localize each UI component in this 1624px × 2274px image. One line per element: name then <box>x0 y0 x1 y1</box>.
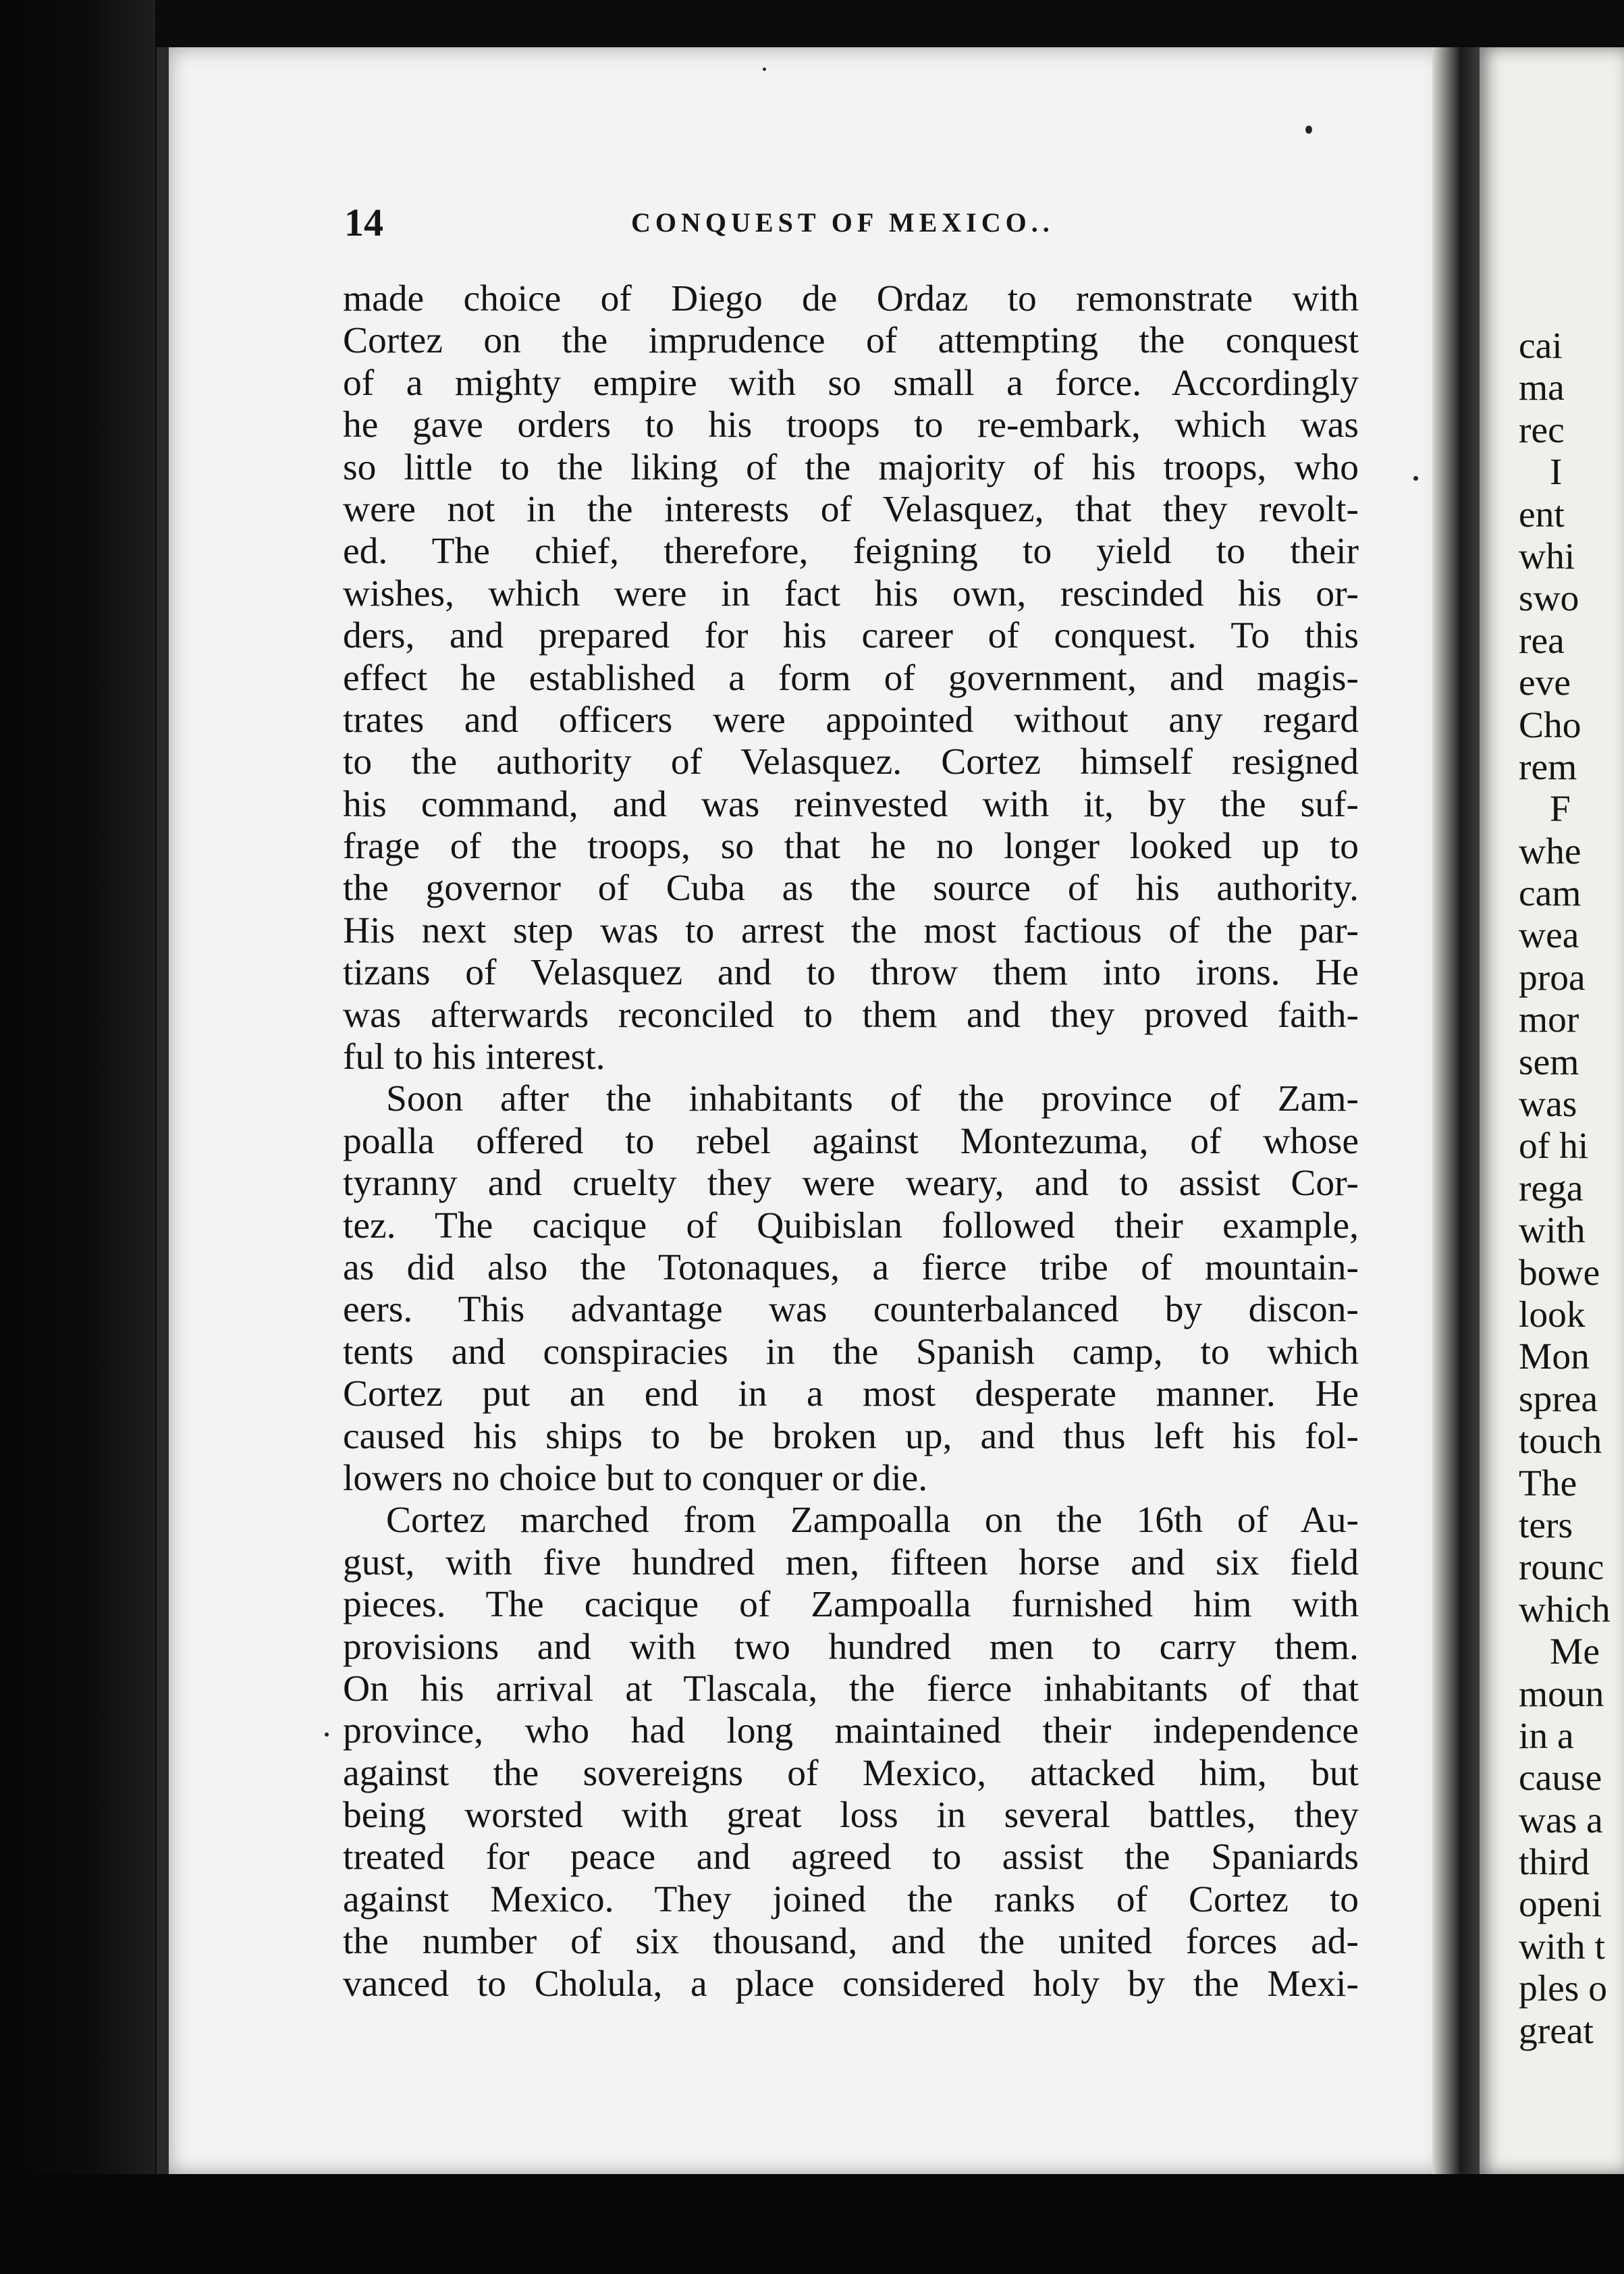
text-line: caused his ships to be broken up, and thus left his fol- <box>343 1415 1359 1457</box>
page-number: 14 <box>344 201 383 244</box>
facing-text-line: ent <box>1519 494 1565 535</box>
text-line: Cortez on the imprudence of attempting the conquest <box>343 320 1359 362</box>
text-line: made choice of Diego de Ordaz to remonstrate with <box>343 278 1359 319</box>
facing-text-line: eve <box>1519 662 1571 704</box>
facing-text-line: proa <box>1519 957 1586 999</box>
ink-speck <box>1305 126 1312 134</box>
facing-text-line: was <box>1519 1084 1577 1126</box>
facing-text-line: Mon <box>1519 1336 1590 1378</box>
text-line: Soon after the inhabitants of the province of Zam- <box>386 1078 1359 1120</box>
scan-bottom-edge <box>0 2174 1624 2274</box>
facing-text-line: touch <box>1519 1421 1602 1462</box>
facing-text-line: whe <box>1519 830 1581 872</box>
facing-text-line: rec <box>1519 409 1565 451</box>
facing-text-line: openi <box>1519 1884 1602 1926</box>
facing-text-line: was a <box>1519 1799 1603 1841</box>
facing-text-line: sem <box>1519 1041 1579 1083</box>
text-line: eers. This advantage was counterbalanced by discon- <box>343 1289 1359 1331</box>
facing-text-line: third <box>1519 1842 1590 1884</box>
text-line: wishes, which were in fact his own, rescinded his or- <box>343 573 1359 614</box>
text-line: the number of six thousand, and the united forces ad- <box>343 1921 1359 1963</box>
text-line: were not in the interests of Velasquez, that they revolt- <box>343 488 1359 530</box>
text-line: trates and officers were appointed without any regard <box>343 699 1359 741</box>
page-body <box>343 278 1359 2005</box>
facing-text-line: with <box>1519 1210 1586 1252</box>
text-line: treated for peace and agreed to assist the Spaniards <box>343 1836 1359 1878</box>
text-line: being worsted with great loss in several battles, they <box>343 1795 1359 1836</box>
facing-text-line: look <box>1519 1294 1586 1336</box>
text-line: effect he established a form of government, and magis- <box>343 657 1359 699</box>
facing-text-line: which <box>1519 1589 1611 1631</box>
facing-text-line: ples o <box>1519 1968 1608 2010</box>
facing-text-line: sprea <box>1519 1378 1598 1420</box>
facing-page <box>1480 47 1624 2174</box>
facing-text-line: rounc <box>1519 1547 1604 1589</box>
text-line: pieces. The cacique of Zampoalla furnished him with <box>343 1584 1359 1626</box>
ink-speck <box>325 1733 329 1737</box>
text-line: frage of the troops, so that he no longer looked up to <box>343 826 1359 868</box>
facing-text-line: swo <box>1519 578 1579 620</box>
facing-text-line: cai <box>1519 325 1563 367</box>
book-gutter <box>1432 47 1480 2174</box>
text-line: Cortez marched from Zampoalla on the 16th of Au- <box>386 1500 1359 1541</box>
facing-text-line: with t <box>1519 1926 1605 1967</box>
facing-text-line: cause <box>1519 1757 1602 1799</box>
text-line: he gave orders to his troops to re-embark, which was <box>343 404 1359 446</box>
facing-text-line: mor <box>1519 999 1579 1041</box>
facing-text-line: in a <box>1519 1715 1574 1757</box>
facing-text-line: great <box>1519 2010 1594 2052</box>
text-line: tyranny and cruelty they were weary, and to assist Cor- <box>343 1163 1359 1205</box>
facing-text-line: moun <box>1519 1673 1604 1715</box>
text-line: His next step was to arrest the most factious of the par- <box>343 909 1359 951</box>
text-line: lowers no choice but to conquer or die. <box>343 1457 928 1499</box>
facing-text-line: ma <box>1519 367 1565 409</box>
facing-text-line: F <box>1550 789 1571 830</box>
facing-text-line: cam <box>1519 873 1581 915</box>
text-line: to the authority of Velasquez. Cortez himself resigned <box>343 741 1359 783</box>
text-line: Cortez put an end in a most desperate manner. He <box>343 1373 1359 1415</box>
text-line: ed. The chief, therefore, feigning to yield to their <box>343 531 1359 573</box>
text-line: vanced to Cholula, a place considered holy by the Mexi- <box>343 1963 1359 2005</box>
facing-text-line: ters <box>1519 1504 1573 1546</box>
text-line: tizans of Velasquez and to throw them into irons. He <box>343 952 1359 994</box>
text-line: tents and conspiracies in the Spanish camp, to which <box>343 1331 1359 1373</box>
facing-text-line: whi <box>1519 535 1575 577</box>
text-line: On his arrival at Tlascala, the fierce inhabitants of that <box>343 1668 1359 1710</box>
ink-speck <box>763 68 766 71</box>
text-line: his command, and was reinvested with it, by the suf- <box>343 783 1359 825</box>
text-line: the governor of Cuba as the source of his authority. <box>343 868 1359 909</box>
text-line: so little to the liking of the majority of his troops, who <box>343 446 1359 488</box>
facing-text-line: bowe <box>1519 1252 1600 1294</box>
text-line: poalla offered to rebel against Montezuma, of whose <box>343 1120 1359 1162</box>
text-line: against the sovereigns of Mexico, attacked him, but <box>343 1752 1359 1794</box>
text-line: provisions and with two hundred men to carry them. <box>343 1626 1359 1668</box>
facing-text-line: rea <box>1519 620 1565 662</box>
text-line: gust, with five hundred men, fifteen horse and six field <box>343 1541 1359 1583</box>
facing-text-line: rega <box>1519 1167 1584 1209</box>
facing-page-text <box>1519 325 1624 2053</box>
facing-text-line: of hi <box>1519 1126 1589 1167</box>
facing-text-line: rem <box>1519 746 1577 788</box>
running-head <box>344 196 1357 250</box>
facing-text-line: Me <box>1550 1631 1600 1673</box>
text-line: province, who had long maintained their independence <box>343 1710 1359 1752</box>
text-line: as did also the Totonaques, a fierce tribe of mountain- <box>343 1246 1359 1288</box>
facing-text-line: I <box>1550 452 1563 494</box>
text-line: ders, and prepared for his career of conquest. To this <box>343 615 1359 657</box>
text-line: against Mexico. They joined the ranks of Cortez to <box>343 1878 1359 1920</box>
text-line: ful to his interest. <box>343 1036 605 1078</box>
text-line: of a mighty empire with so small a force. Accordingly <box>343 362 1359 404</box>
text-line: was afterwards reconciled to them and they proved faith- <box>343 994 1359 1036</box>
facing-text-line: Cho <box>1519 704 1581 746</box>
page-title: CONQUEST OF MEXICO.. <box>631 207 1054 238</box>
text-line: tez. The cacique of Quibislan followed their example, <box>343 1205 1359 1246</box>
facing-text-line: wea <box>1519 915 1579 957</box>
scan-left-edge <box>0 0 155 2274</box>
facing-text-line: The <box>1519 1462 1577 1504</box>
ink-speck <box>1413 476 1418 481</box>
